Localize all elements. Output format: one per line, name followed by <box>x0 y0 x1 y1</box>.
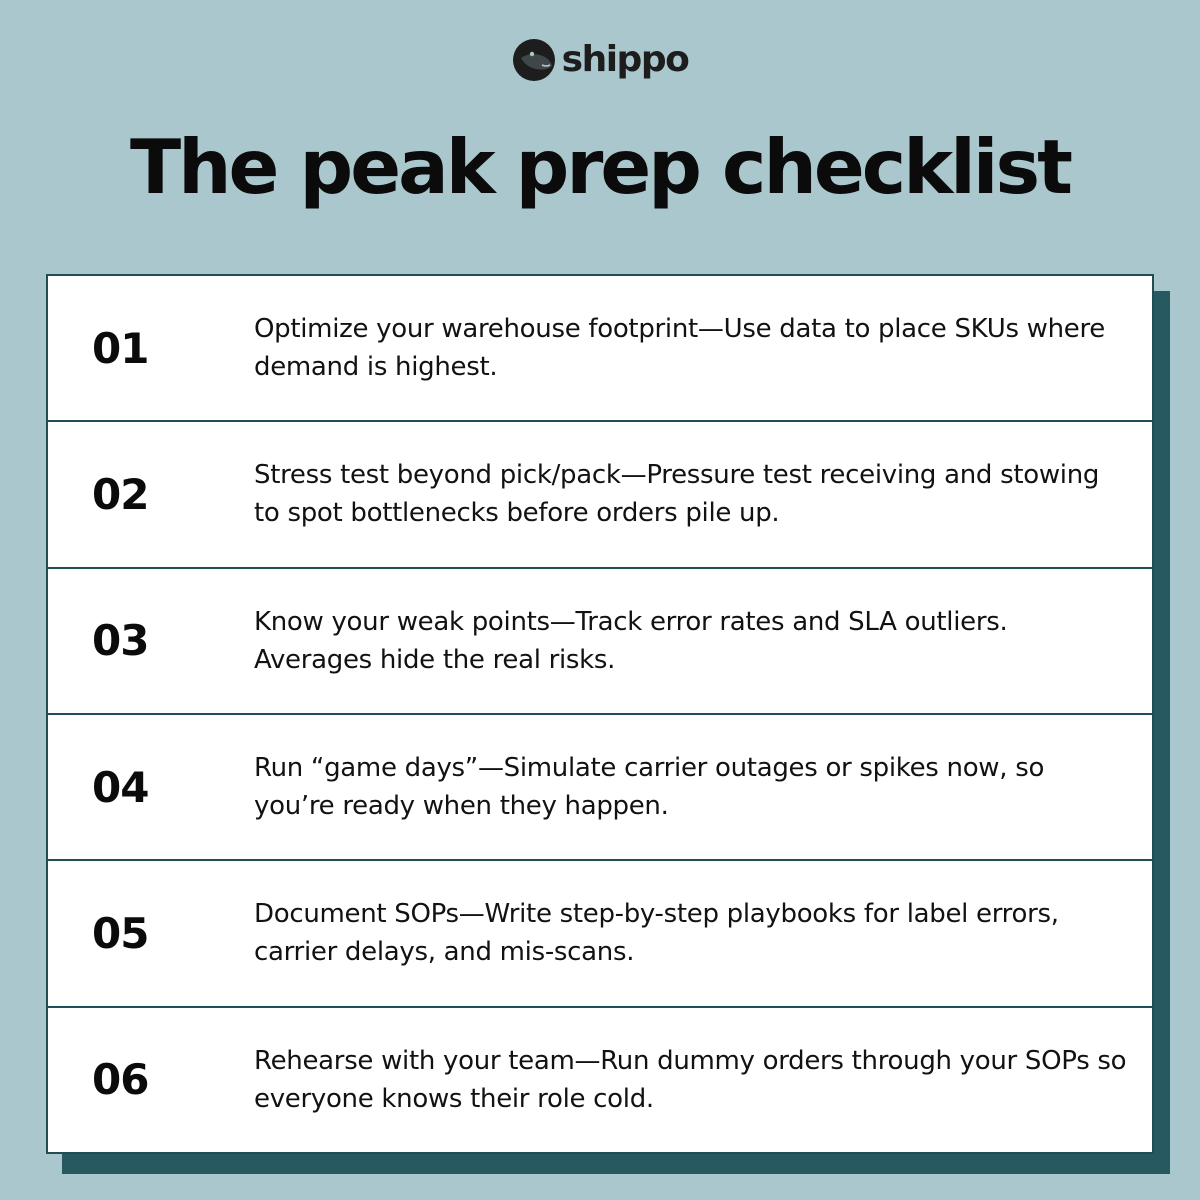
item-text: Rehearse with your team—Run dummy orders through your SOPs so everyone knows their role cold. <box>254 1045 1127 1114</box>
item-number: 04 <box>92 762 149 812</box>
item-text: Stress test beyond pick/pack—Pressure test receiving and stowing to spot bottlenecks before orders pile up. <box>254 460 1100 529</box>
brand-name: shippo <box>561 39 689 80</box>
hippo-logo-icon <box>512 38 556 82</box>
item-number: 06 <box>92 1055 149 1105</box>
item-text: Run “game days”—Simulate carrier outages or spikes now, so you’re ready when they happen. <box>254 753 1045 822</box>
brand-logo <box>0 38 1200 82</box>
checklist-item <box>48 276 1152 420</box>
checklist-item <box>48 1006 1152 1152</box>
checklist-item <box>48 567 1152 713</box>
item-number: 03 <box>92 616 149 666</box>
checklist-item <box>48 859 1152 1005</box>
item-text: Document SOPs—Write step-by-step playbooks for label errors, carrier delays, and mis-scans. <box>254 899 1059 968</box>
checklist-item <box>48 713 1152 859</box>
item-text: Know your weak points—Track error rates and SLA outliers. Averages hide the real risks. <box>254 606 1008 675</box>
item-text: Optimize your warehouse footprint—Use data to place SKUs where demand is highest. <box>254 314 1106 383</box>
item-number: 01 <box>92 323 149 373</box>
item-number: 02 <box>92 469 149 519</box>
item-number: 05 <box>92 908 149 958</box>
checklist-item <box>48 420 1152 566</box>
page-title: The peak prep checklist <box>130 123 1070 211</box>
checklist-card <box>46 274 1154 1154</box>
